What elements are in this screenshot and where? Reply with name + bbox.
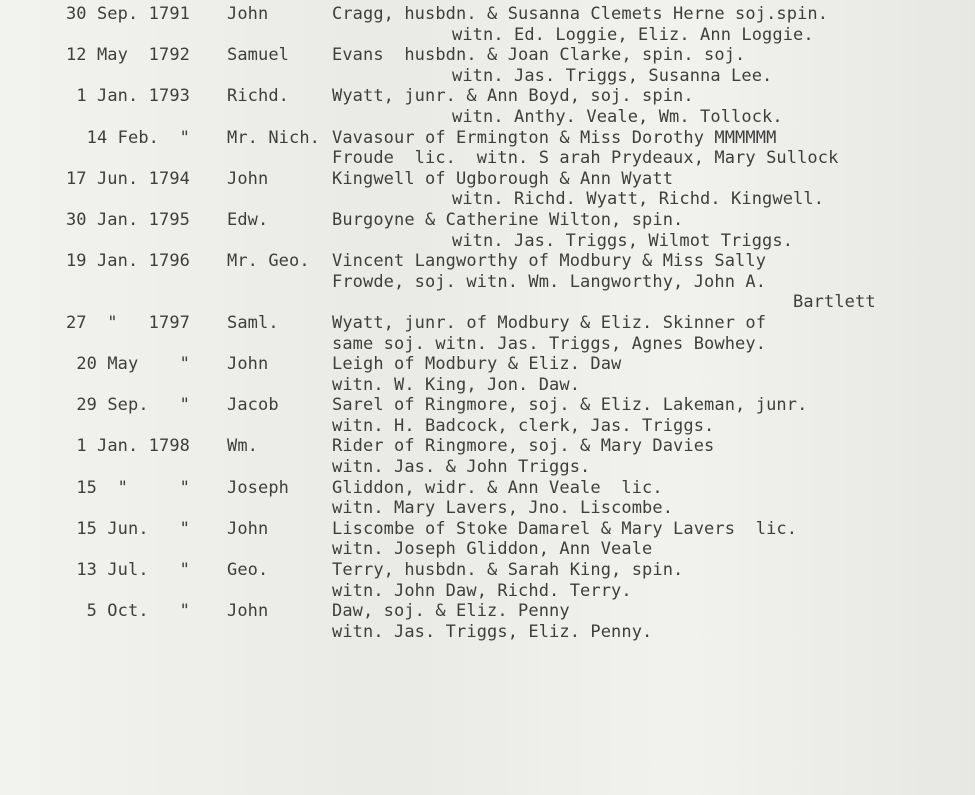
register-entry [0,251,975,313]
entry-line [0,395,975,416]
entry-continuation: Frowde, soj. witn. Wm. Langworthy, John A. [332,271,767,292]
entry-text: Kingwell of Ugborough & Ann Wyatt [332,168,674,189]
entry-continuation: witn. Mary Lavers, Jno. Liscombe. [332,498,674,519]
entry-line [0,4,975,25]
entry-line [0,457,975,478]
entry-first-name: John [227,518,269,539]
entry-line [0,128,975,149]
entry-date: 15 Jun. " [76,518,190,539]
register-entry [0,169,975,210]
entry-line [0,66,975,87]
entry-text: Rider of Ringmore, soj. & Mary Davies [332,436,715,457]
entry-line [0,86,975,107]
entry-text: Burgoyne & Catherine Wilton, spin. [332,209,684,230]
entry-line [0,375,975,396]
entry-text: Daw, soj. & Eliz. Penny [332,601,570,622]
register-entry [0,354,975,395]
entry-first-name: Joseph [227,477,290,498]
register-entry [0,210,975,251]
register-entry [0,45,975,86]
entry-line [0,519,975,540]
entry-line [0,251,975,272]
register-entry [0,560,975,601]
entry-continuation: witn. Joseph Gliddon, Ann Veale [332,539,653,560]
entry-date: 5 Oct. " [86,601,190,622]
entry-line [0,334,975,355]
entry-first-name: Richd. [227,86,290,107]
entry-first-name: Samuel [227,45,290,66]
entry-text: Evans husbdn. & Joan Clarke, spin. soj. [332,45,746,66]
entry-date: 30 Sep. 1791 [65,4,190,24]
register-entry [0,313,975,354]
entry-text: Cragg, husbdn. & Susanna Clemets Herne soj.spin. [332,4,829,24]
entry-text: Terry, husbdn. & Sarah King, spin. [332,560,684,581]
entry-text: Wyatt, junr. of Modbury & Eliz. Skinner of [332,312,767,333]
register-entry [0,519,975,560]
entry-date: 27 " 1797 [65,312,190,333]
entry-continuation: witn. John Daw, Richd. Terry. [332,580,632,601]
entry-line [0,416,975,437]
entry-text: Vincent Langworthy of Modbury & Miss Sally [332,251,767,272]
entry-continuation: Froude lic. witn. S arah Prydeaux, Mary Sullock [332,148,839,169]
entry-line [0,169,975,190]
entry-continuation: witn. Jas. Triggs, Wilmot Triggs. [452,230,794,251]
entry-first-name: Edw. [227,209,269,230]
entry-line [0,292,975,313]
entry-text: Leigh of Modbury & Eliz. Daw [332,354,622,375]
entry-date: 14 Feb. " [86,127,190,148]
register-entry [0,128,975,169]
entry-first-name: John [227,354,269,375]
entry-line [0,560,975,581]
entry-continuation: witn. W. King, Jon. Daw. [332,374,581,395]
entry-date: 12 May 1792 [65,45,190,66]
entry-text: Gliddon, widr. & Ann Veale lic. [332,477,663,498]
entry-first-name: Wm. [227,436,259,457]
entry-line [0,601,975,622]
entry-first-name: Geo. [227,560,269,581]
register-entry [0,4,975,45]
entry-date: 1 Jan. 1798 [76,436,190,457]
entry-first-name: Mr. Nich. [227,127,321,148]
entry-text: Sarel of Ringmore, soj. & Eliz. Lakeman, junr. [332,395,808,416]
entry-first-name: Jacob [227,395,279,416]
entry-continuation: witn. Jas. & John Triggs. [332,457,591,478]
register-entry [0,601,975,642]
entry-date: 19 Jan. 1796 [65,251,190,272]
entry-continuation: Bartlett [793,292,876,313]
entry-line [0,354,975,375]
entry-text: Wyatt, junr. & Ann Boyd, soj. spin. [332,86,694,107]
entry-continuation: witn. Ed. Loggie, Eliz. Ann Loggie. [452,24,814,45]
entry-text: Liscombe of Stoke Damarel & Mary Lavers lic. [332,518,798,539]
entry-line [0,313,975,334]
entry-continuation: same soj. witn. Jas. Triggs, Agnes Bowhey. [332,333,767,354]
entry-date: 15 " " [76,477,190,498]
entry-date: 1 Jan. 1793 [76,86,190,107]
entry-line [0,498,975,519]
entry-date: 30 Jan. 1795 [65,209,190,230]
entry-continuation: witn. Richd. Wyatt, Richd. Kingwell. [452,189,825,210]
entry-line [0,231,975,252]
entry-first-name: John [227,168,269,189]
entry-line [0,45,975,66]
entry-line [0,107,975,128]
entry-line [0,272,975,293]
register-entry [0,86,975,127]
entry-date: 13 Jul. " [76,560,190,581]
entry-line [0,622,975,643]
register-entry [0,478,975,519]
entry-line [0,189,975,210]
entry-line [0,436,975,457]
entry-continuation: witn. Jas. Triggs, Susanna Lee. [452,65,773,86]
entry-line [0,210,975,231]
entry-text: Vavasour of Ermington & Miss Dorothy MMMMMM [332,127,777,148]
entry-line [0,148,975,169]
entry-continuation: witn. Jas. Triggs, Eliz. Penny. [332,621,653,642]
entry-first-name: Saml. [227,312,279,333]
entry-line [0,25,975,46]
entry-line [0,581,975,602]
marriage-register-entries [0,4,975,642]
register-entry [0,436,975,477]
entry-first-name: John [227,601,269,622]
entry-line [0,478,975,499]
entry-first-name: Mr. Geo. [227,251,310,272]
entry-date: 20 May " [76,354,190,375]
entry-continuation: witn. H. Badcock, clerk, Jas. Triggs. [332,415,715,436]
entry-line [0,539,975,560]
entry-date: 17 Jun. 1794 [65,168,190,189]
register-entry [0,395,975,436]
entry-date: 29 Sep. " [76,395,190,416]
entry-first-name: John [227,4,269,24]
entry-continuation: witn. Anthy. Veale, Wm. Tollock. [452,106,783,127]
